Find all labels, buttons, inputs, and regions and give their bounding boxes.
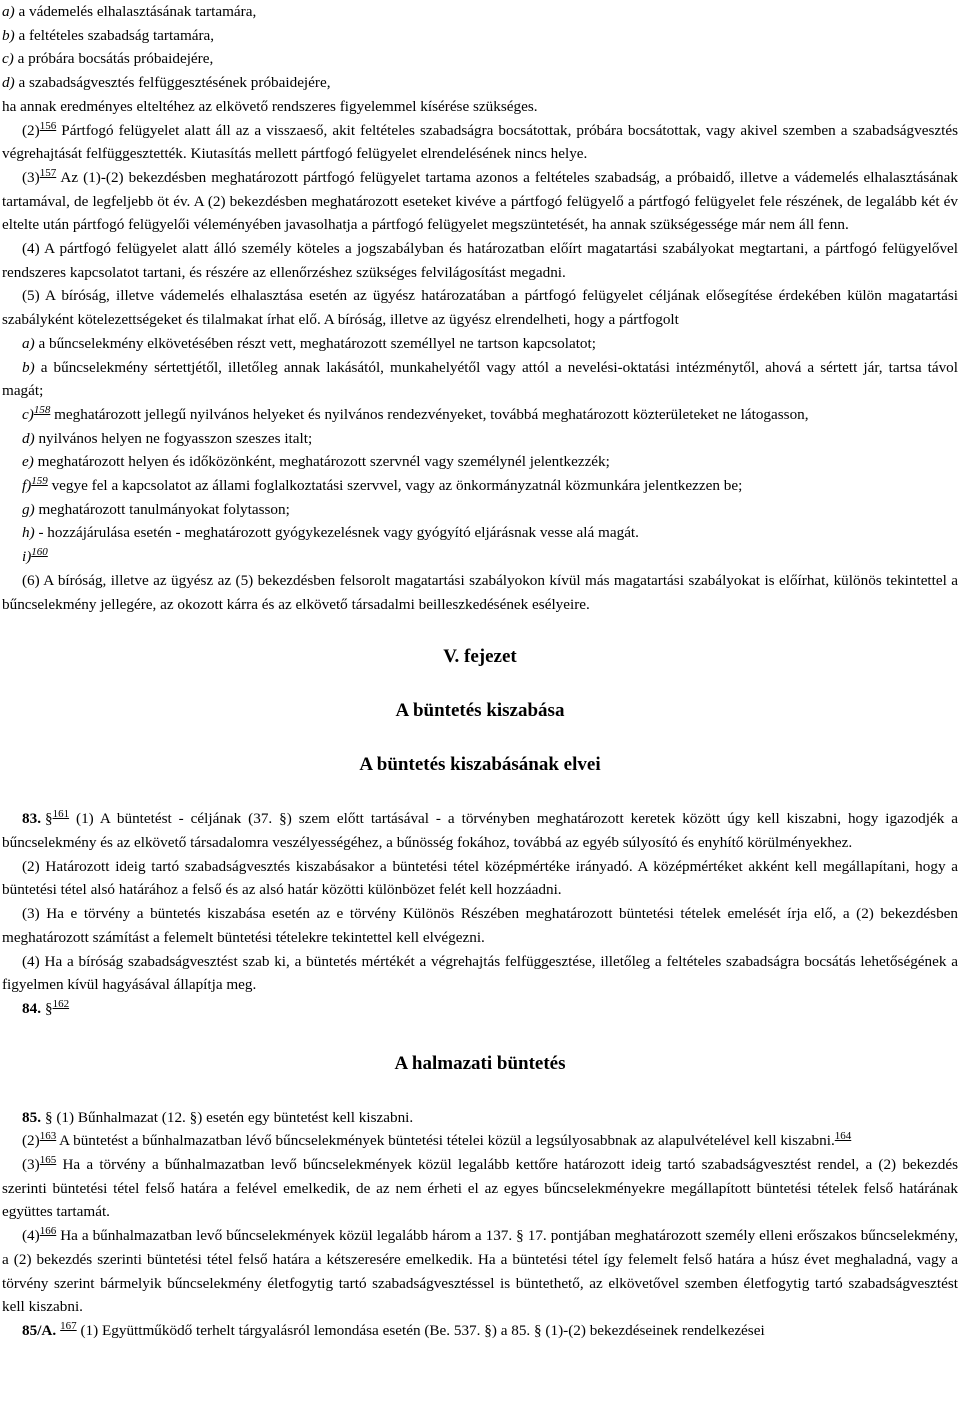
paragraph-text: (1) A büntetést - céljának (37. [69,810,280,828]
footnote-link[interactable]: 162 [52,997,70,1010]
rule-item-h [2,521,958,545]
section-85-3 [2,1153,958,1224]
paragraph-text: ) a 85. [491,1321,535,1339]
chapter-title: V. fejezet [443,646,517,668]
section-84 [2,997,958,1021]
list-text: a próbára bocsátás próbaidejére, [13,50,214,68]
section-number: 83. [22,810,41,828]
paragraph-3 [2,166,958,237]
list-label: c) [2,50,14,68]
paragraph-number: (2) [22,121,40,139]
rule-item-i [2,545,958,569]
rule-item-f [2,474,958,498]
footnote-link[interactable]: 161 [52,808,70,821]
section-mark: § [44,810,53,828]
list-label: f) [22,477,32,495]
footnote-link[interactable]: 160 [31,546,48,559]
paragraph-text: (1) Együttműködő terhelt tárgyalásról lemondása esetén (Be. 537. [76,1321,485,1339]
intro-item-c [2,47,958,71]
section-mark: § [279,810,287,828]
section-mark: § [44,1108,53,1126]
list-text: a szabadságvesztés felfüggesztésének próbaidejére, [14,74,331,92]
list-text: - hozzájárulása esetén - meghatározott gyógykezelésnek vagy gyógyító eljárásnak vesse alá magát. [34,524,639,542]
section-mark: § [189,1108,198,1126]
list-label: i) [22,548,32,566]
paragraph-text: ) esetén egy büntetést kell kiszabni. [197,1108,414,1126]
footnote-link[interactable]: 163 [39,1130,57,1143]
paragraph-text: Pártfogó felügyelet alatt áll az a visszaeső, akit feltételes szabadságra bocsátottak, próbára bocsátottak, vagy akivel szemben a szabadságvesztés végrehajtását felfüggesztették. Kiutasítás mellett pártfogó felügyelet elrendelésének nincs helye. [2,121,958,163]
rule-item-a [2,332,958,356]
rule-item-d [2,427,958,451]
section-number: 85/A. [22,1321,57,1339]
footnote-link[interactable]: 167 [60,1319,77,1332]
section-number: 85. [22,1108,41,1126]
list-label: d) [2,74,15,92]
list-text: nyilvános helyen ne fogyasszon szeszes italt; [34,429,313,447]
paragraph-5: (5) A bíróság, illetve vádemelés elhalasztása esetén az ügyész határozatában a pártfogó felügyelet céljának elősegítése érdekében külön magatartási szabályként kötelezettségeket és tilalmakat írhat elő. A bíróság, illetve az ügyész elrendelheti, hogy a pártfogolt [2,287,958,329]
list-label: a) [22,334,35,352]
section-83-1 [2,807,958,854]
paragraph-text: ) szem előtt tartásával - a törvényben meghatározott keretek között úgy kell kiszabni, hogy igazodjék a bűncselekmény és az elkövető társadalomra veszélyességéhez, a bűnösség fokához, továbbá az egyéb súlyosító és enyhítő körülményekhez. [2,810,958,851]
section-number: 84. [22,999,41,1017]
list-label: a) [2,3,15,20]
list-text: a vádemelés elhalasztásának tartamára, [14,3,257,20]
intro-tail: ha annak eredményes elteltéhez az elkövető rendszeres figyelemmel kísérése szükséges. [2,97,538,115]
paragraph-text: Az (1)-(2) bekezdésben meghatározott pártfogó felügyelet tartama azonos a feltételes szabadság, a próbaidő, illetve a vádemelés elhalasztásának tartamával, de legfeljebb öt év. A (2) bekezdésben meghatározott eseteket kivéve a pártfogó felügyelő a pártfogó felügyelet fele részének, de legalább két év eltelte után pártfogó felügyelői véleményében javasolhatja a pártfogó felügyelet megszüntetését, ha annak szükségessége már nem áll fenn. [2,168,958,234]
section-mark: § [44,999,53,1017]
intro-item-a [2,0,958,24]
paragraph-4: (4) A pártfogó felügyelet alatt álló személy köteles a jogszabályban és határozatban előírt magatartási szabályokat megtartani, a pártfogó felügyelővel rendszeres kapcsolatot tartani, és részére az ellenőrzéshez szükséges felvilágosítást megadni. [2,240,958,281]
section-85a-1 [2,1319,958,1343]
section-mark: § [516,1227,524,1245]
list-text: vegye fel a kapcsolatot az állami foglalkoztatási szervvel, vagy az önkormányzatnál közmunkára jelentkezzen be; [47,477,743,495]
list-text: meghatározott helyen és időközönként, meghatározott szervnél vagy személynél jelentkezzék; [33,453,610,471]
section-83-2: (2) Határozott ideig tartó szabadságvesztés kiszabásakor a büntetési tétel középmértéke irányadó. A középmértéket akként kell megállapítani, hogy a büntetési tétel alsó határához a felső és az alsó határ közötti különbözet felét kell hozzáadni. [2,857,958,899]
intro-item-d [2,71,958,95]
list-text: a bűncselekmény sértettjétől, illetőleg annak lakásától, munkahelyétől vagy attól a nevelési-oktatási intézménytől, ahová a sértett jár, tartsa távol magát; [2,358,958,400]
section-title-cumulative: A halmazati büntetés [394,1052,566,1074]
list-text: meghatározott tanulmányokat folytasson; [34,500,290,518]
rule-item-b [2,356,958,403]
paragraph-text: Ha a törvény a bűnhalmazatban levő bűncselekmények közül legalább kettőre határozott ideig tartó szabadságvesztést rendel, a (2) bekezdés szerinti büntetési tétel felső határa a felével emelkedik, de az nem érheti el az egyes bűncselekményekre megállapított büntetési tételek felső határának együttes tartamát. [2,1156,958,1221]
list-label: d) [22,429,35,447]
paragraph-number: (2) [22,1132,40,1150]
footnote-link[interactable]: 159 [31,475,48,488]
list-label: b) [22,358,35,376]
footnote-link[interactable]: 157 [39,166,57,179]
paragraph-text: (1) Bűnhalmazat (12. [52,1108,190,1126]
rule-item-g [2,498,958,522]
section-83-3: (3) Ha e törvény a büntetés kiszabása esetén az e törvény Különös Részében meghatározott büntetési tételek emelését írja elő, a (2) bekezdésben meghatározott számítást a felemelt büntetési tételekre tekintettel kell elvégezni. [2,905,958,946]
list-label: g) [22,500,35,518]
section-mark: § [484,1321,492,1339]
subsection-title: A büntetés kiszabásának elvei [359,754,601,776]
paragraph-text: Ha a bűnhalmazatban levő bűncselekmények közül legalább három a 137. [56,1227,517,1245]
paragraph-number: (3) [22,168,40,186]
list-text: meghatározott jellegű nyilvános helyeket és nyilvános rendezvényeket, továbbá meghatározott közterületeket ne látogasson, [50,405,809,423]
rule-item-c [2,403,958,427]
list-label: b) [2,26,15,44]
section-title: A büntetés kiszabása [395,700,565,722]
section-85-2 [2,1129,958,1153]
list-label: h) [22,524,35,542]
section-83-4: (4) Ha a bíróság szabadságvesztést szab ki, a büntetés mértékét a végrehajtás felfüggesztése, illetőleg a feltételes szabadságra bocsátás lehetőségének a figyelmen kívül hagyásával állapítja meg. [2,952,958,994]
list-label: c) [22,405,34,423]
footnote-link[interactable]: 165 [39,1154,57,1167]
list-text: a feltételes szabadság tartamára, [14,26,215,44]
footnote-link[interactable]: 166 [39,1225,57,1238]
footnote-link[interactable]: 164 [834,1130,852,1143]
paragraph-text: (1)-(2) bekezdéseinek rendelkezései [541,1321,765,1339]
list-text: a bűncselekmény elkövetésében részt vett, meghatározott személlyel ne tartson kapcsolatot; [34,334,596,352]
rule-item-e [2,450,958,474]
paragraph-6: (6) A bíróság, illetve az ügyész az (5) bekezdésben felsorolt magatartási szabályokon kívül más magatartási szabályokat is előírhat, különös tekintettel a bűncselekmény jellegére, az okozott kárra és az elkövető társadalmi beilleszkedésének esélyeire. [2,571,958,613]
paragraph-2 [2,119,958,166]
footnote-link[interactable]: 156 [39,119,57,132]
section-85-1 [2,1106,958,1130]
footnote-link[interactable]: 158 [33,403,51,416]
list-label: e) [22,453,34,471]
intro-item-b [2,24,958,48]
section-85-4 [2,1224,958,1319]
paragraph-number: (4) [22,1227,40,1245]
paragraph-text: A büntetést a bűnhalmazatban lévő bűncselekmények büntetési tételei közül a legsúlyosabbnak az alapulvételével kell kiszabni. [56,1132,835,1150]
paragraph-number: (3) [22,1156,40,1174]
section-mark: § [534,1321,542,1339]
paragraph-text: 17. pontjában meghatározott személy elleni erőszakos bűncselekmény, a (2) bekezdés szerinti büntetési tétel felső határa a kétszeresére emelkedik. Ha a büntetési tétel így felemelt felső határa a húsz évet meghaladná, vagy a törvény szerint bármelyik bűncselekmény életfogytig tartó szabadságvesztéssel is büntethető, az elkövetővel szemben életfogytig tartó szabadságvesztést kell kiszabni. [2,1227,958,1316]
